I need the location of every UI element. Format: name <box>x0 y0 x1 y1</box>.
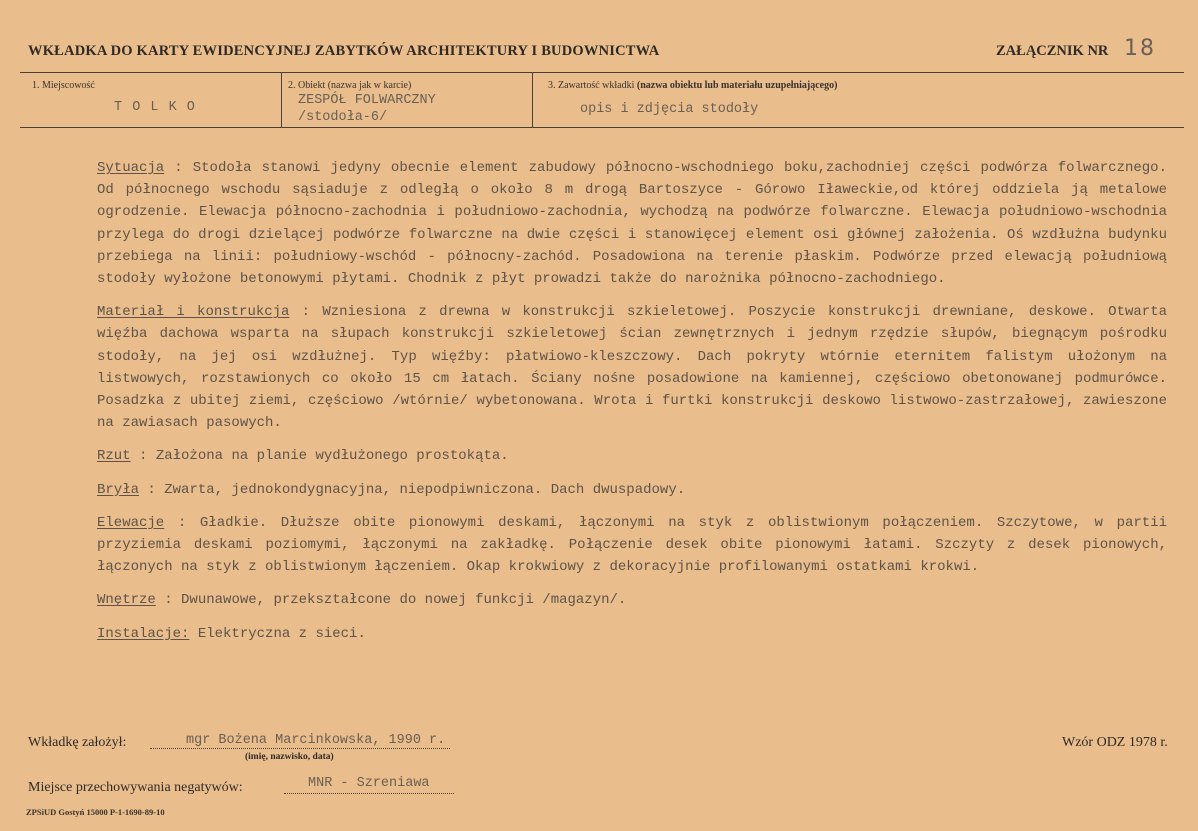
section-text: Zwarta, jednokondygnacyjna, niepodpiwniczona. Dach dwuspadowy. <box>164 481 686 498</box>
section-separator: : <box>130 448 156 465</box>
section-heading: Rzut <box>97 448 131 465</box>
description-sections <box>97 157 1167 656</box>
section-elewacje <box>97 512 1167 579</box>
section-rzut <box>97 445 1167 467</box>
object-value-line1: ZESPÓŁ FOLWARCZNY <box>298 93 436 108</box>
column-divider <box>281 72 282 128</box>
section-instalacje <box>97 623 1167 645</box>
object-label <box>288 80 411 91</box>
section-heading: Sytuacja <box>97 160 165 176</box>
section-heading: Bryła <box>97 481 140 498</box>
object-value-line2: /stodoła-6/ <box>298 110 388 125</box>
section-separator <box>189 626 197 642</box>
author-label: Wkładkę założył: <box>28 735 127 750</box>
content-value: opis i zdjęcia stodoły <box>580 102 759 117</box>
author-value: mgr Bożena Marcinkowska, 1990 r. <box>186 733 446 748</box>
section-heading: Materiał i konstrukcja <box>97 304 290 321</box>
section-separator: : <box>289 304 323 321</box>
section-text: Stodoła stanowi jedyny obecnie element zabudowy północno-wschodniego boku,zachodniej części podwórza folwarcznego. Od północnego wschodu sąsiaduje z odległą o około 8 m drogą Bartoszyce - Górowo Iławeckie,od której oddziela ją metalowe ogrodzenie. Elewacja północno-zachodnia i południowo-zachodnia, wychodzą na podwórze folwarczne. Elewacja południowo-wschodnia przylega do drogi dzielącej podwórze folwarczne na dwie części i stanowięcej element osi głównej założenia. Oś wzdłużna budynku przebiega na linii: południowy-wschód - północny-zachód. Posadowiona na terenie płaskim. Podwórze przed elewacją południową stodoły wyłożone betonowymi płytami. Chodnik z płyt prowadzi także do narożnika północno-zachodniego. <box>97 160 1167 288</box>
section-heading: Elewacje <box>97 514 165 531</box>
column-divider <box>532 72 533 128</box>
template-label: Wzór ODZ 1978 r. <box>1062 735 1168 750</box>
section-text: Wzniesiona z drewna w konstrukcji szkieletowej. Poszycie konstrukcji drewniane, deskowe. Otwarta więźba dachowa wsparta na słupach konstrukcji szkieletowej ścian zewnętrznych i jednym rzędzie słupów, biegnącym pośrodku stodoły, na jej osi wzdłużnej. Typ więźby: płatwiowo-kleszczowy. Dach pokryty wtórnie eternitem falistym ułożonym na listwowych, rozstawionych co około 15 cm łatach. Ściany nośne posadowione na kamiennej, częściowo obetonowanej podmurówce. Posadzka z ubitej ziemi, częściowo /wtórnie/ wybetonowana. Wrota i furtki konstrukcji deskowo listwowo-zastrzałowej, zawieszone na zawiasach pasowych. <box>97 304 1167 432</box>
section-separator: : <box>139 481 165 498</box>
section-bryla <box>97 479 1167 501</box>
author-caption: (imię, nazwisko, data) <box>245 752 334 762</box>
section-separator: : <box>164 514 200 531</box>
section-text: Elektryczna z sieci. <box>197 625 366 642</box>
attachment-number: 18 <box>1124 36 1156 61</box>
form-title: WKŁADKA DO KARTY EWIDENCYJNEJ ZABYTKÓW ARCHITEKTURY I BUDOWNICTWA <box>28 43 660 59</box>
section-heading: Wnętrze <box>97 592 156 609</box>
section-heading: Instalacje: <box>97 625 190 642</box>
object-label-suffix: (nazwa jak w karcie) <box>327 80 412 91</box>
content-label-prefix: 3. Zawartość wkładki <box>548 80 635 91</box>
section-separator: : <box>155 592 182 609</box>
content-label-bold: (nazwa obiektu lub materiału uzupełniającego) <box>636 80 838 91</box>
section-text: Dwunawowe, przekształcone do nowej funkcji /magazyn/. <box>181 592 627 609</box>
object-label-prefix: 2. Obiekt <box>288 80 326 91</box>
section-wnetrze <box>97 589 1167 611</box>
attachment-label: ZAŁĄCZNIK NR <box>996 43 1109 59</box>
section-separator: : <box>164 160 193 176</box>
location-value: T O L K O <box>114 100 196 115</box>
content-label <box>548 80 837 91</box>
section-material <box>97 301 1167 434</box>
negatives-dotted-line <box>284 793 454 794</box>
negatives-value: MNR - Szreniawa <box>308 776 430 791</box>
author-dotted-line <box>150 748 450 749</box>
section-text: Założona na planie wydłużonego prostokąta. <box>155 448 509 465</box>
section-sytuacja <box>97 157 1167 290</box>
location-label: 1. Miejscowość <box>32 80 95 91</box>
printer-imprint: ZPSiUD Gostyń 15000 P-1-1690-89-10 <box>26 807 165 817</box>
negatives-label: Miejsce przechowywania negatywów: <box>28 780 243 795</box>
section-text: Gładkie. Dłuższe obite pionowymi deskami, łączonymi na styk z oblistwionym połączeniem. Szczytowe, w partii przyziemia deskami poziomymi, łączonymi na zakładkę. Połączenie desek obite pionowymi łatami. Szczyty z desek pionowych, łączonych na styk z oblistwionym łączeniem. Okap krokwiowy z dekoracyjnie profilowanymi ostatkami krokwi. <box>97 514 1167 576</box>
